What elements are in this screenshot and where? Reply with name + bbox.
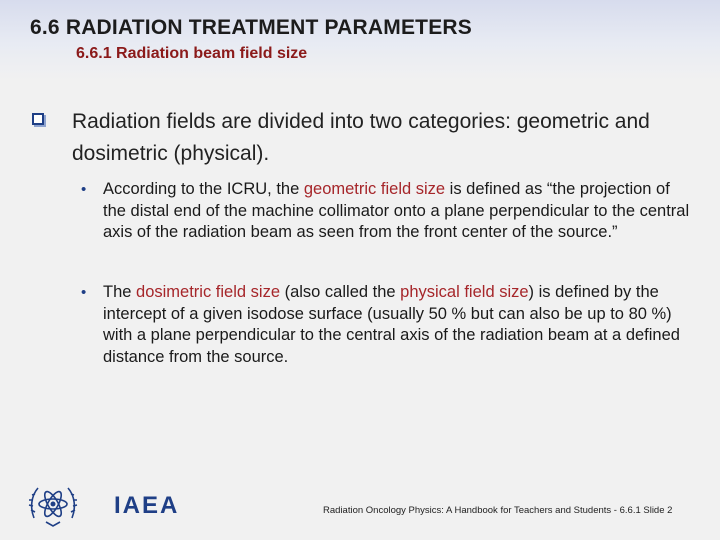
square-bullet-icon bbox=[32, 113, 44, 125]
bullet-dosimetric bbox=[103, 282, 693, 368]
footer-caption: Radiation Oncology Physics: A Handbook for Teachers and Students - 6.6.1 Slide 2 bbox=[323, 505, 673, 516]
dot-bullet-icon: • bbox=[81, 284, 87, 301]
bullet-text: According to the ICRU, the bbox=[103, 180, 304, 198]
header-band bbox=[0, 0, 720, 80]
dot-bullet-icon: • bbox=[81, 181, 87, 198]
bullet-text: is defined as “the projection of the distal end of the machine collimator onto a plane perpendicular to the central axis of the radiation beam as seen from the front center of the source.” bbox=[103, 180, 690, 241]
main-point: Radiation fields are divided into two categories: geometric and dosimetric (physical). bbox=[72, 110, 650, 165]
slide-title: 6.6 RADIATION TREATMENT PARAMETERS bbox=[30, 16, 472, 39]
bullet-geometric bbox=[103, 179, 693, 244]
iaea-wordmark: IAEA bbox=[114, 492, 180, 519]
term-highlight: dosimetric field size bbox=[136, 283, 280, 301]
term-highlight: geometric field size bbox=[303, 180, 446, 198]
iaea-logo bbox=[28, 482, 180, 530]
slide-subtitle: 6.6.1 Radiation beam field size bbox=[76, 45, 308, 62]
bullet-text: ) is defined by the intercept of a given isodose surface (usually 50 % but can also be up to 80 %) with a plane perpendicular to the central axis of the radiation beam at a defined distance from the source. bbox=[103, 283, 680, 366]
atom-emblem-icon bbox=[28, 482, 78, 530]
term-highlight: physical field size bbox=[400, 283, 529, 301]
bullet-text: The bbox=[103, 283, 137, 301]
bullet-text: (also called the bbox=[280, 283, 401, 301]
